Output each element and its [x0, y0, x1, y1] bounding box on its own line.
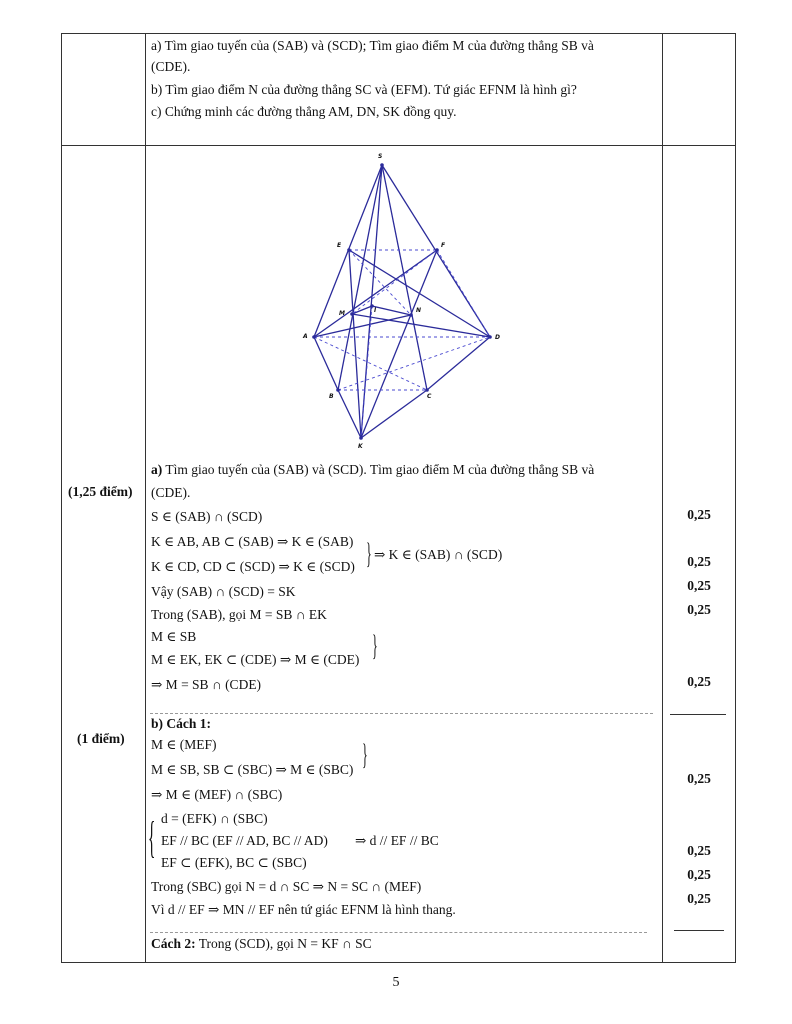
score-3: 0,25: [687, 578, 711, 593]
separator-b: [150, 932, 647, 933]
question-c: c) Chứng minh các đường thẳng AM, DN, SK đồng quy.: [151, 104, 457, 119]
part-a-title-line2: (CDE).: [151, 485, 191, 500]
part-a-line5: Trong (SAB), gọi M = SB ∩ EK: [151, 607, 327, 622]
pyramid-figure: [300, 150, 510, 450]
edge-AB: [314, 337, 338, 390]
part-a-line23-result: ⇒ K ∈ (SAB) ∩ (SCD): [374, 547, 503, 562]
part-a-title-line1: a) Tìm giao tuyến của (SAB) và (SCD). Tìm giao điểm M của đường thẳng SB và: [151, 462, 595, 477]
line-IN: [372, 306, 411, 315]
part-b-line2: M ∈ SB, SB ⊂ (SBC) ⇒ M ∈ (SBC): [151, 762, 354, 777]
dashed-BD: [338, 337, 490, 390]
part-a-line2: K ∈ AB, AB ⊂ (SAB) ⇒ K ∈ (SAB): [151, 534, 354, 549]
brace-right-3: }: [362, 738, 368, 771]
score-separator-1: [670, 714, 726, 715]
line-EK: [349, 250, 361, 438]
label-B: B: [329, 393, 334, 400]
point-K: [359, 436, 363, 440]
dashed-AC: [314, 337, 427, 390]
part-a-line8: ⇒ M = SB ∩ (CDE): [151, 677, 262, 692]
part-b-line5-result: ⇒ d // EF // BC: [355, 833, 439, 848]
cach2-label: Cách 2:: [151, 936, 196, 951]
point-C: [425, 388, 429, 392]
dashed-FD: [437, 250, 490, 337]
part-a-line3: K ∈ CD, CD ⊂ (SCD) ⇒ K ∈ (SCD): [151, 559, 355, 574]
label-E: E: [337, 242, 342, 249]
part-b-title: b) Cách 1:: [151, 716, 211, 731]
brace-right: }: [366, 537, 372, 570]
point-D: [488, 335, 492, 339]
score-7: 0,25: [687, 843, 711, 858]
point-S: [380, 163, 384, 167]
part-b-line1: M ∈ (MEF): [151, 737, 217, 752]
label-N: N: [416, 307, 422, 314]
column-divider-1: [145, 34, 146, 962]
column-divider-2: [662, 34, 663, 962]
edge-CD: [427, 337, 490, 390]
separator-a: [150, 713, 653, 714]
part-b-line3: ⇒ M ∈ (MEF) ∩ (SBC): [151, 787, 283, 802]
score-6: 0,25: [687, 771, 711, 786]
part-a-line4: Vậy (SAB) ∩ (SCD) = SK: [151, 584, 296, 599]
part-b-line5: EF // BC (EF // AD, BC // AD): [161, 833, 328, 848]
label-M: M: [339, 310, 345, 317]
label-C: C: [427, 393, 432, 400]
part-b-line4: d = (EFK) ∩ (SBC): [161, 811, 268, 826]
label-S: S: [378, 153, 383, 160]
edge-SC: [382, 165, 427, 390]
point-F: [435, 248, 439, 252]
point-B: [336, 388, 340, 392]
part-b-line7: Trong (SBC) gọi N = d ∩ SC ⇒ N = SC ∩ (MEF): [151, 879, 422, 894]
score-5: 0,25: [687, 674, 711, 689]
point-A: [312, 335, 316, 339]
question-a-line2: (CDE).: [151, 59, 191, 74]
score-8: 0,25: [687, 867, 711, 882]
point-M: [350, 312, 354, 316]
cach2-text: Trong (SCD), gọi N = KF ∩ SC: [195, 936, 372, 951]
part-a-line6: M ∈ SB: [151, 629, 197, 644]
page-number: 5: [392, 975, 400, 990]
cach2-line: [151, 935, 372, 953]
point-N: [409, 313, 413, 317]
brace-left: {: [148, 813, 156, 862]
line-MI: [352, 306, 372, 314]
label-D: D: [495, 334, 500, 341]
label-A: A: [303, 333, 308, 340]
point-E: [347, 248, 351, 252]
line-MD: [352, 314, 490, 337]
points-part-b: (1 điểm): [77, 731, 125, 746]
question-a-line1: a) Tìm giao tuyến của (SAB) và (SCD); Tìm giao điểm M của đường thẳng SB và: [151, 38, 594, 53]
part-b-line8: Vì d // EF ⇒ MN // EF nên tứ giác EFNM là hình thang.: [151, 902, 456, 917]
edge-BK: [338, 390, 361, 438]
score-2: 0,25: [687, 554, 711, 569]
label-K: K: [358, 443, 363, 450]
question-b: b) Tìm giao điểm N của đường thẳng SC và (EFM). Tứ giác EFNM là hình gì?: [151, 82, 577, 97]
label-F: F: [441, 242, 446, 249]
part-a-title-visible: Tìm giao tuyến của (SAB) và (SCD). Tìm giao điểm M của đường thẳng SB và: [165, 462, 595, 477]
score-4: 0,25: [687, 602, 711, 617]
score-1: 0,25: [687, 507, 711, 522]
score-9: 0,25: [687, 891, 711, 906]
part-a-line7: M ∈ EK, EK ⊂ (CDE) ⇒ M ∈ (CDE): [151, 652, 360, 667]
score-separator-2: [674, 930, 724, 931]
brace-right-2: }: [372, 629, 378, 662]
label-I: I: [374, 307, 377, 314]
row-divider: [62, 145, 735, 146]
part-b-line6: EF ⊂ (EFK), BC ⊂ (SBC): [161, 855, 307, 870]
part-a-line1: S ∈ (SAB) ∩ (SCD): [151, 509, 263, 524]
points-part-a: (1,25 điểm): [68, 484, 133, 499]
